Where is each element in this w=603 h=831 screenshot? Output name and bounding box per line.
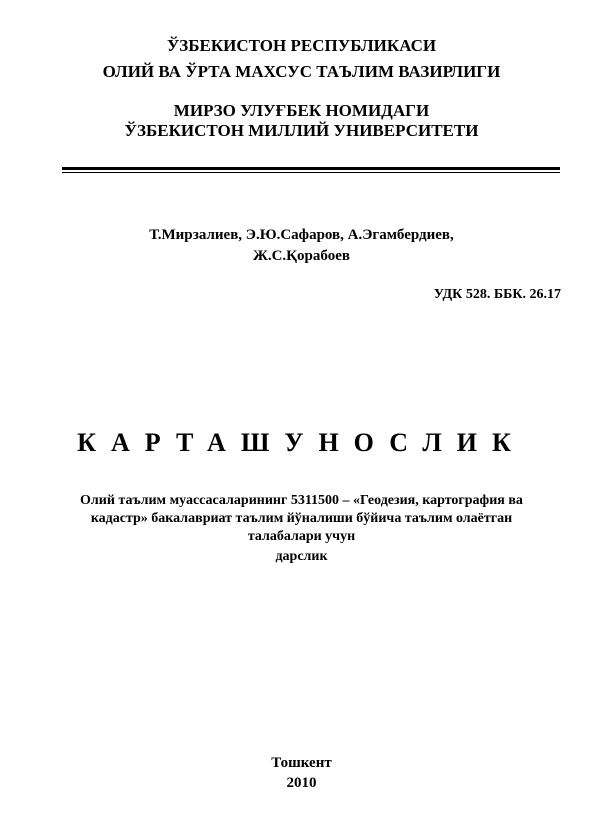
udk-bbk-classification: УДК 528. ББК. 26.17 [433, 287, 561, 302]
description-line-3: талабалари учун [247, 529, 356, 544]
header-divider-thin [62, 172, 560, 173]
header-divider-thick [62, 167, 560, 170]
ministry-line-2: ОЛИЙ ВА ЎРТА МАХСУС ТАЪЛИМ ВАЗИРЛИГИ [102, 62, 501, 81]
university-line-2: ЎЗБЕКИСТОН МИЛЛИЙ УНИВЕРСИТЕТИ [124, 121, 479, 140]
imprint-city: Тошкент [271, 755, 332, 771]
description-line-4: дарслик [275, 549, 328, 564]
imprint-year: 2010 [286, 775, 317, 791]
description-line-2: кадастр» бакалавриат таълим йўналиши бўйича таълим олаётган [90, 511, 513, 526]
book-title: КАРТАШУНОСЛИК [77, 428, 526, 457]
authors-line-1: Т.Мирзалиев, Э.Ю.Сафаров, А.Эгамбердиев, [149, 227, 454, 243]
ministry-line-1: ЎЗБЕКИСТОН РЕСПУБЛИКАСИ [166, 36, 437, 55]
description-line-1: Олий таълим муассасаларининг 5311500 – «Геодезия, картография ва [80, 493, 523, 508]
authors-line-2: Ж.С.Қорабоев [253, 248, 350, 264]
university-line-1: МИРЗО УЛУҒБЕК НОМИДАГИ [173, 101, 430, 120]
